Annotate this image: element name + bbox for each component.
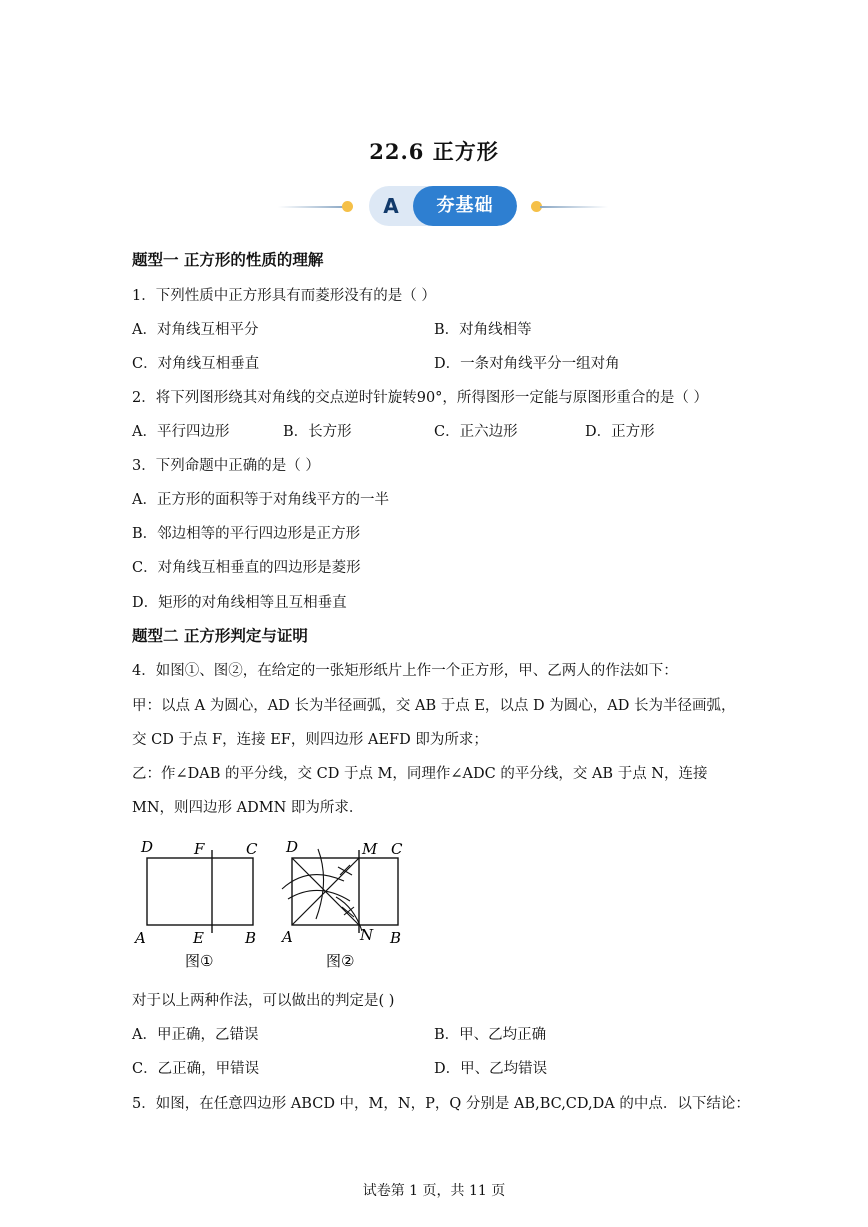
q3-option-a: A．正方形的面积等于对角线平方的一半 xyxy=(132,492,389,508)
figure-1 xyxy=(130,835,265,975)
q3-option-d: D．矩形的对角线相等且互相垂直 xyxy=(132,595,347,611)
q4-line-4: 乙：作∠DAB 的平分线，交 CD 于点 M，同理作∠ADC 的平分线，交 AB 于点 N，连接 xyxy=(132,766,708,782)
q2-option-c: C．正六边形 xyxy=(434,424,518,440)
q3-option-b: B．邻边相等的平行四边形是正方形 xyxy=(132,526,361,542)
banner-left-dot xyxy=(342,201,353,212)
banner-pill xyxy=(369,186,517,226)
q1-option-b: B．对角线相等 xyxy=(434,322,532,338)
page-footer: 试卷第 1 页，共 11 页 xyxy=(362,1183,506,1199)
q2-option-a: A．平行四边形 xyxy=(132,424,230,440)
fig1-label-d: D xyxy=(141,838,154,856)
section-banner xyxy=(278,184,608,228)
q3-stem: 3．下列命题中正确的是（ ） xyxy=(132,458,320,474)
fig2-arc-4 xyxy=(336,897,362,931)
q2-option-b: B．长方形 xyxy=(283,424,352,440)
q1-option-c: C．对角线互相垂直 xyxy=(132,356,260,372)
q4-line-2: 甲：以点 A 为圆心，AD 长为半径画弧，交 AB 于点 E，以点 D 为圆心，AD 长为半径画弧， xyxy=(132,698,736,714)
q3-option-c: C．对角线互相垂直的四边形是菱形 xyxy=(132,560,361,576)
fig1-rectangle xyxy=(147,858,253,925)
fig1-caption: 图① xyxy=(185,952,214,970)
q4-option-d: D．甲、乙均错误 xyxy=(434,1061,548,1077)
section-heading-2: 题型二 正方形判定与证明 xyxy=(132,626,308,645)
fig2-label-b: B xyxy=(390,929,402,947)
fig1-label-c: C xyxy=(246,840,258,858)
fig2-label-c: C xyxy=(391,840,403,858)
fig2-label-a: A xyxy=(282,928,293,946)
fig2-caption: 图② xyxy=(326,952,355,970)
q2-stem: 2．将下列图形绕其对角线的交点逆时针旋转90°，所得图形一定能与原图形重合的是（ ） xyxy=(132,390,709,406)
q4-line-3: 交 CD 于点 F，连接 EF，则四边形 AEFD 即为所求； xyxy=(132,732,488,748)
page-title: 22.6 正方形 xyxy=(369,139,499,164)
fig2-label-m: M xyxy=(362,840,378,858)
banner-label: 夯基础 xyxy=(413,186,517,226)
q4-line-5: MN，则四边形 ADMN 即为所求． xyxy=(132,800,364,816)
q4-line-1: 4．如图①、图②，在给定的一张矩形纸片上作一个正方形，甲、乙两人的作法如下： xyxy=(132,663,678,679)
fig1-label-a: A xyxy=(135,929,146,947)
q2-option-d: D．正方形 xyxy=(585,424,655,440)
banner-left-line xyxy=(278,206,346,208)
section-heading-1: 题型一 正方形的性质的理解 xyxy=(132,250,324,269)
q1-stem: 1．下列性质中正方形具有而菱形没有的是（ ） xyxy=(132,288,436,304)
fig2-label-n: N xyxy=(360,926,374,944)
q4-question: 对于以上两种作法，可以做出的判定是( ) xyxy=(132,993,395,1009)
q4-option-b: B．甲、乙均正确 xyxy=(434,1027,547,1043)
fig2-arc-3 xyxy=(316,849,324,919)
fig1-label-f: F xyxy=(194,840,205,858)
q1-option-a: A．对角线互相平分 xyxy=(132,322,259,338)
banner-letter: A xyxy=(383,194,399,218)
q4-option-a: A．甲正确，乙错误 xyxy=(132,1027,259,1043)
fig1-label-e: E xyxy=(193,929,204,947)
fig1-label-b: B xyxy=(245,929,257,947)
figure-2 xyxy=(278,835,413,975)
fig2-label-d: D xyxy=(286,838,299,856)
q5-stem: 5．如图，在任意四边形 ABCD 中，M，N，P，Q 分别是 AB,BC,CD,DA 的中点．以下结论： xyxy=(132,1096,750,1112)
banner-right-line xyxy=(540,206,608,208)
q4-option-c: C．乙正确，甲错误 xyxy=(132,1061,260,1077)
q1-option-d: D．一条对角线平分一组对角 xyxy=(434,356,620,372)
